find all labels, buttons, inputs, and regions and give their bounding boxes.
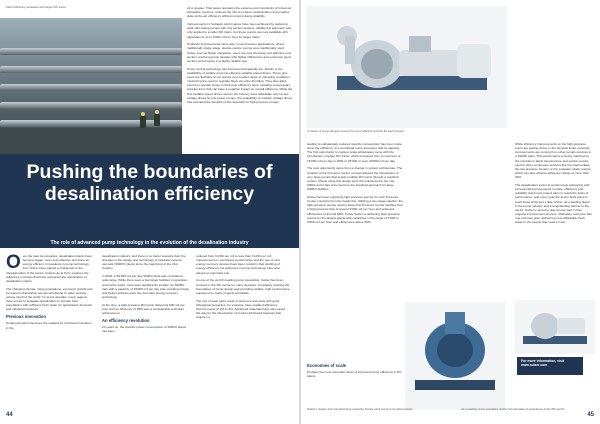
pipe <box>0 102 182 109</box>
paragraph: leading to substantially reduced specific consumption has been scale, since the efficiency of a centrifugal pump increases with its capacity. The first opportunity to capture scale advantages came with the introduction of larger RO trains, which increased from a maximum of 15’000 m3 per day in 2001 to 25’000 or even 30’000 m3 per day. <box>307 142 403 163</box>
paragraph: Pump control technology has improved dramatically too, thanks to the availability of reliable and cost-effective variable speed drives. These give users the flexibility to run pumps over a wider range of operating conditions, minimizing the need to regulate flows via valve throttling. They also allow pumps to operate closer to their best efficiency point, avoiding unnecessary impeller trims that can have a negative impact on overall efficiency. While the first variable speed drives used in the industry were affordable only for low voltage drives for low-power pumps, the availability of medium voltage drives has extended the benefits of this approach to high-pressure pumps. <box>187 66 293 104</box>
right-page <box>301 0 600 424</box>
right-column-1 <box>187 6 293 108</box>
paragraph: The changing climate, rising populations, economic growth and increased urbanization are all contributing to water scarcity across much of the world. In recent decades, many regions have turned to seawater desalination to provide their populations with sufficient fresh water for agricultural, domestic and industrial purposes. <box>6 286 93 312</box>
right-column-2 <box>307 142 403 228</box>
worker-figure <box>154 110 160 126</box>
headline: Pushing the boundaries of desalination efficiency <box>26 161 273 205</box>
hero-photo <box>0 18 182 154</box>
worker-figure <box>140 112 146 128</box>
section-heading: Previous innovation <box>6 314 47 320</box>
right-column-3 <box>515 142 593 228</box>
paragraph: In 2001, a 50’000 m3 per day SWRO plant was considered quite large. While there were a few larger facilities in operation around the world, most were significantly smaller. An SWRO train with a capacity of 15’000 m3 per day was considered large and Pelton turbines were the dominant energy recovery technology. <box>102 274 190 299</box>
pump-illustration <box>515 300 595 354</box>
pipe <box>0 84 182 91</box>
pump-photo-blue <box>405 302 505 410</box>
pump-illustration <box>307 6 507 128</box>
page-number: 44 <box>6 412 13 418</box>
photo-caption: A choice of pump designs ensure the most efficient solution for each project. <box>307 129 405 133</box>
paragraph: desalination industry, and there is no better example than the changes in the design and technology of seawater reverse osmosis (SWRO) plants since the beginning of the 21st Century. <box>102 254 186 271</box>
pipe <box>0 48 182 55</box>
paragraph: At the time, a high-pressure RO pump delivering 600 m3 per hour with an efficiency of 85% was a considerable technical achievement. <box>102 302 185 316</box>
floor <box>0 128 182 154</box>
economies-section <box>307 362 403 382</box>
left-column-3 <box>196 254 290 323</box>
paragraph: While efficiency improvements on the high-pressure pump are getting closer to the physical limits, potential improvements are coming from other pumps services in a SWRO plant. This performance is being matched by the company’s latest low-pressure and suction pumps used in other continuous services like the intermediate, the low-pressure booster or the seawater intake pumps, which can also achieve efficiency ratings of more than 90%. <box>515 142 592 180</box>
paragraph: Perhaps the most important driver of improved pump efficiency in RO plants <box>307 370 402 379</box>
pump-photo <box>307 6 507 128</box>
paragraph: The desalination sector is continuously advancing with incremental improvements in scale, efficiency and reliability. Each new project aims to reach the limits of performance, and every year the sector finds ways to push those limits just a little further. As a leading player in the pump industry and a longstanding partner to the sector, Sulzer is proud to play its own part in that ongoing improvement process. Ultimately, everyone has one common goal: delivering more affordable fresh water to the people that need it most. <box>515 183 592 225</box>
paragraph: reduced from 6 kWh per m3 to less than 3 kWh per m3. Improvements in membrane performance and the use of new energy recovery devices have been crucial in that doubling of energy efficiency but advances in pump technology have also played an important role. <box>196 254 281 275</box>
paragraph: As one of the world’s leading pump specialists, Sulzer has been involved in the RO sector for many decades. Constantly pushing the boundaries of pump design and providing reliable, high-performance equipment to major projects worldwide. <box>196 278 290 295</box>
paragraph: The next opportunity came from a change in system architecture. The creation of the Pressure Center concept allowed the introduction of very large pumps that supply multiple RO trains through a manifold system. Plants using this design were first introduced in the mid-2000s and it has since become the standard approach for large SWRO facilities. <box>307 166 403 192</box>
paragraph: ver the past two decades, desalination plants have become bigger, more cost-effective and twice as energy efficient. Innovations in pump technology from Sulzer have played a critical part in the transformation of the sector. Antonio de la Torre explores the advances in pumps that have supported the optimization of desalination plants. <box>6 254 93 283</box>
paragraph: Hydraulic improvements came also in low-pressure applications, where traditionally single-stage, double-suction pumps were traditionally used. Today, even at higher capacities, users are now choosing cost-effective end-suction overhung pump designs with higher efficiencies and extremely good suction performance in a highly reliable way. <box>187 42 292 63</box>
section-heading: Economies of scale <box>307 363 347 368</box>
pump-photo-small <box>515 300 595 354</box>
info-box: For more information, visit www.sulzer.com <box>517 357 583 375</box>
left-column-2 <box>102 254 190 337</box>
bottom-caption-right: As a leading pump specialist, Sulzer has decades of experience in the RO sector. <box>461 407 566 411</box>
paragraph: Sulzer has been supplying high-pressure pumps for such Pressure Center concepts from the beginning. Utilizing a two-stage solution, the high-pressure pumps used in these first Pressure Center facilities had a high-pressure flow of around 3’000 m3 per hour and achieved efficiencies of around 88%. Today Sulzer is delivering high-pressure pumps for the largest plants with capacities in the range of 3’500 to 4’000 m3 per hour and efficiencies above 90%. <box>307 194 403 224</box>
headline-band <box>0 154 299 248</box>
pipe <box>0 66 182 73</box>
top-caption: Plant efficiency increases with larger RO trains <box>6 5 66 9</box>
paragraph: The use of wear parts made of polymers and parts with good tribological properties, for example, have enabled efficiency improvements of 2% to 3%. Advanced materials have also paved the way for the introduction of product-lubricated bearings that require no <box>196 298 286 320</box>
pump-illustration <box>405 302 505 410</box>
paragraph: Improvements in hydraulic performance have been achieved by replacing axial split casing pumps with ring section designs. Initially this approach was only applied to smaller RO trains, but these pumps are now available with capacities of up to 3’000 m3 per hour for larger trains. <box>187 22 292 39</box>
paragraph: Surging demand has been the catalyst for continual innovation in the <box>6 321 92 330</box>
bottom-caption-left: Sulzer’s design and manufacturing expertise boosts each pump to its optimal level. <box>307 407 413 411</box>
paragraph: oil or grease. That saves operators the expense and complexity of forced-oil lubrication systems, reduces the risk of product contamination and enables state-of-the-art efficiency without compromising reliability. <box>187 6 291 19</box>
strapline: The role of advanced pump technology in the evolution of the desalination industry <box>50 240 249 246</box>
section-heading: An efficiency revolution <box>102 317 150 323</box>
left-column-1 <box>6 254 94 333</box>
drop-cap: O <box>6 252 21 273</box>
paragraph: 20 years on, the specific power consumption of SWRO plants has been <box>102 324 187 334</box>
page-number: 45 <box>587 412 594 418</box>
